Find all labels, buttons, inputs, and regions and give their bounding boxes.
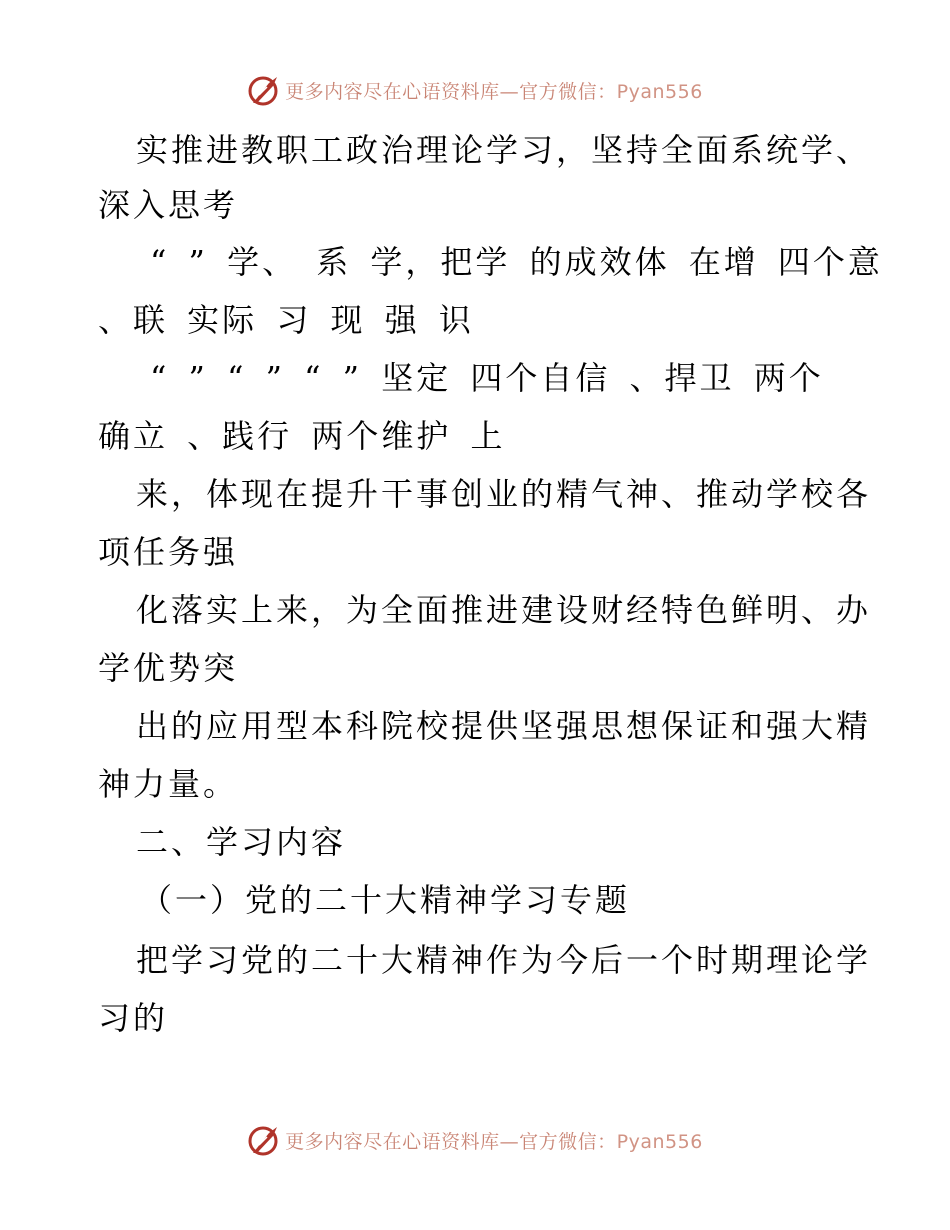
paragraph-line: 、联 实际 习 现 强 识 [98, 301, 474, 339]
paragraph-line: 实推进教职工政治理论学习，坚持全面系统学、 [136, 131, 872, 169]
quill-logo-icon [247, 1123, 281, 1157]
paragraph-line: 把学习党的二十大精神作为今后一个时期理论学 [136, 941, 872, 979]
paragraph-line: 学优势突 [98, 649, 239, 687]
footer-watermark [0, 1120, 950, 1160]
paragraph-line: “ ” 学、 系 学，把学 的成效体 在增 四个意 [150, 243, 883, 281]
paragraph-line: 深入思考 [98, 186, 239, 224]
header-watermark [0, 70, 950, 110]
watermark-text: 更多内容尽在心语资料库—官方微信：Pyan556 [285, 80, 703, 103]
paragraph-line: 化落实上来，为全面推进建设财经特色鲜明、办 [136, 591, 872, 629]
watermark-wechat-id: Pyan556 [616, 80, 703, 103]
paragraph-line: 来，体现在提升干事创业的精气神、推动学校各 [136, 475, 872, 513]
subsection-heading: （一）党的二十大精神学习专题 [140, 881, 631, 919]
paragraph-line: 项任务强 [98, 533, 239, 571]
paragraph-line: 神力量。 [98, 765, 239, 803]
paragraph-line: 出的应用型本科院校提供坚强思想保证和强大精 [136, 707, 872, 745]
watermark-wechat-id: Pyan556 [616, 1130, 703, 1153]
section-heading: 二、学习内容 [136, 823, 347, 861]
paragraph-line: 习的 [98, 999, 169, 1037]
paragraph-line: 确立 、践行 两个维护 上 [98, 417, 506, 455]
paragraph-line: “ ” “ ” “ ” 坚定 四个自信 、捍卫 两个 [150, 359, 824, 397]
watermark-text: 更多内容尽在心语资料库—官方微信：Pyan556 [285, 1130, 703, 1153]
quill-logo-icon [247, 73, 281, 107]
